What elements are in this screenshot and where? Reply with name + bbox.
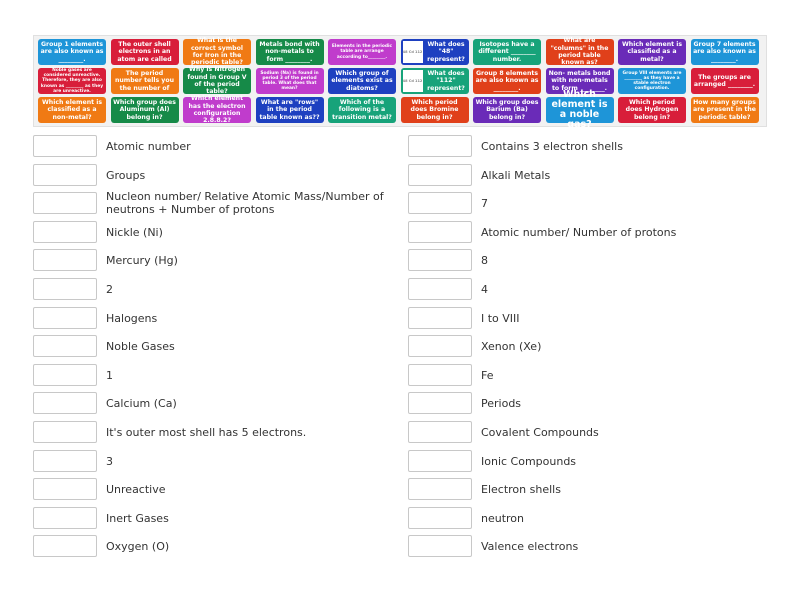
question-tile[interactable] <box>691 68 759 94</box>
answer-label: Atomic number/ Number of protons <box>481 225 677 239</box>
drop-slot[interactable] <box>33 221 97 243</box>
answer-label: Calcium (Ca) <box>106 397 177 411</box>
question-tile[interactable] <box>546 89 614 130</box>
question-tile[interactable] <box>691 39 759 65</box>
question-tile[interactable] <box>111 97 179 123</box>
question-tile[interactable] <box>183 68 251 94</box>
answer-label: Fe <box>481 368 494 382</box>
answer-label: Oxygen (O) <box>106 540 170 554</box>
question-tile[interactable] <box>473 97 541 123</box>
answer-label: 1 <box>106 368 113 382</box>
question-tile[interactable] <box>111 68 179 94</box>
tile-text: The period number tells you the number of <box>114 69 174 92</box>
drop-slot[interactable] <box>408 535 472 557</box>
question-tile[interactable] <box>618 39 686 65</box>
drop-slot[interactable] <box>408 421 472 443</box>
answer-label: Xenon (Xe) <box>481 340 542 354</box>
answer-label: Groups <box>106 168 146 182</box>
answer-label: Periods <box>481 397 522 411</box>
drop-slot[interactable] <box>33 192 97 214</box>
answer-label: neutron <box>481 511 525 525</box>
drop-slot[interactable] <box>408 164 472 186</box>
drop-slot[interactable] <box>33 135 97 157</box>
answer-label: Electron shells <box>481 483 561 497</box>
drop-slot[interactable] <box>408 278 472 300</box>
tile-text: What does "48" represent? <box>427 40 465 63</box>
tile-text: Which element has the electron configuration 2.8.8.2? <box>188 95 246 125</box>
tile-text: The groups are arranged ________. <box>693 73 756 88</box>
answer-label: 8 <box>481 254 488 268</box>
answer-label: Ionic Compounds <box>481 454 577 468</box>
question-tile[interactable] <box>546 39 614 65</box>
question-tile[interactable] <box>401 39 469 65</box>
tile-text: What is the correct symbol for Iron in the periodic table? <box>191 37 243 67</box>
drop-slot[interactable] <box>33 278 97 300</box>
drop-slot[interactable] <box>408 392 472 414</box>
question-tile[interactable] <box>256 39 324 65</box>
question-tile[interactable] <box>183 97 251 123</box>
drop-slot[interactable] <box>408 335 472 357</box>
answer-label: Noble Gases <box>106 340 175 354</box>
question-tile[interactable] <box>328 68 396 94</box>
drop-slot[interactable] <box>408 192 472 214</box>
tile-text: Isotopes have a different ________ number. <box>478 40 536 63</box>
question-tile[interactable] <box>328 39 396 65</box>
element-card-image: 48 Cd 112 <box>403 41 423 63</box>
answer-label: Inert Gases <box>106 511 169 525</box>
tile-text: What are "columns" in the period table known as? <box>550 37 609 67</box>
drop-slot[interactable] <box>33 164 97 186</box>
answer-label: Atomic number <box>106 140 191 153</box>
answer-label: 4 <box>481 283 488 296</box>
question-tile[interactable] <box>473 39 541 65</box>
drop-slot[interactable] <box>33 307 97 329</box>
drop-slot[interactable] <box>33 392 97 414</box>
tile-text: What are "rows" in the period table known as?? <box>259 98 320 121</box>
drop-slot[interactable] <box>408 478 472 500</box>
answer-label: It's outer most shell has 5 electrons. <box>106 426 307 439</box>
question-tile[interactable] <box>401 97 469 123</box>
drop-slot[interactable] <box>33 507 97 529</box>
answer-label: Contains 3 electron shells <box>481 140 623 153</box>
drop-slot[interactable] <box>408 221 472 243</box>
question-tile[interactable] <box>691 97 759 123</box>
tile-text: Which period does Bromine belong in? <box>410 98 459 121</box>
tile-text: Which element is classified as a non-metal? <box>41 98 103 121</box>
question-tile[interactable] <box>38 97 106 123</box>
tile-text: Which group does Aluminum (Al) belong in? <box>113 98 176 121</box>
drop-slot[interactable] <box>33 249 97 271</box>
question-tile[interactable] <box>328 97 396 123</box>
element-card-image: 48 Cd 112 <box>403 70 423 92</box>
tile-text: Elements in the periodic table are arrange according to________. <box>331 44 393 60</box>
question-tile[interactable] <box>256 97 324 123</box>
tile-text: Why is Nitrogen found in Group V of the period table? <box>187 66 247 96</box>
answer-label: 7 <box>481 197 488 211</box>
answer-label: Valence electrons <box>481 540 579 554</box>
answer-label: I to VIII <box>481 311 520 325</box>
question-tile[interactable] <box>38 68 106 94</box>
tile-text: Group VIII elements are ________ as they have a stable electron configuration. <box>622 70 682 92</box>
tile-text: Which period does Hydrogen belong in? <box>625 98 679 121</box>
question-tile[interactable] <box>618 68 686 94</box>
question-tile[interactable] <box>401 68 469 94</box>
tile-text: Sodium (Na) is found in period 3 of the period table. What does that mean? <box>260 70 319 92</box>
drop-slot[interactable] <box>408 307 472 329</box>
tile-text: Group 1 elements are also known as ________. <box>40 40 104 63</box>
question-tile[interactable] <box>183 39 251 65</box>
answer-label: Alkali Metals <box>481 168 551 182</box>
tile-text: Group 7 elements are also known as ________. <box>693 40 756 63</box>
drop-slot[interactable] <box>33 421 97 443</box>
drop-slot[interactable] <box>33 450 97 472</box>
drop-slot[interactable] <box>408 249 472 271</box>
drop-slot[interactable] <box>408 364 472 386</box>
drop-slot[interactable] <box>33 535 97 557</box>
drop-slot[interactable] <box>33 335 97 357</box>
tile-text: Which of the following is a transition metal? <box>332 98 392 121</box>
question-tile[interactable] <box>256 68 324 94</box>
tile-text: How many groups are present in the periodic table? <box>693 98 756 121</box>
answer-label: Halogens <box>106 311 158 325</box>
answer-label: Covalent Compounds <box>481 426 599 439</box>
tile-text: Non- metals bond with non-metals to form ________. <box>548 69 611 92</box>
answer-label: Nickle (Ni) <box>106 225 163 239</box>
drop-slot[interactable] <box>408 507 472 529</box>
tile-text: Group 8 elements are also known as ________. <box>475 69 539 92</box>
tile-text: What does "112" represent? <box>427 69 465 92</box>
tile-text: Which element is classified as a metal? <box>621 40 683 63</box>
drop-slot[interactable] <box>33 478 97 500</box>
answer-label: Unreactive <box>106 483 166 497</box>
question-tile[interactable] <box>473 68 541 94</box>
tile-tray <box>33 35 767 130</box>
drop-slot[interactable] <box>33 364 97 386</box>
tile-text: Which group does Barium (Ba) belong in? <box>475 98 539 121</box>
tile-text: The outer shell electrons in an atom are called <box>117 40 172 63</box>
question-tile[interactable] <box>618 97 686 123</box>
question-tile[interactable] <box>38 39 106 65</box>
drop-slot[interactable] <box>408 135 472 157</box>
answer-label: Nucleon number/ Relative Atomic Mass/Number of neutrons + Number of protons <box>106 190 384 217</box>
tile-text: Which element is a noble gas? <box>551 89 608 130</box>
answer-label: 2 <box>106 283 113 296</box>
drop-slot[interactable] <box>408 450 472 472</box>
tile-text: Metals bond with non-metals to form ________. <box>259 40 320 63</box>
answer-label: Mercury (Hg) <box>106 254 178 268</box>
tile-text: Noble gases are considered unreactive. Therefore, they are also known as ________ as they are unreactive. <box>40 68 104 94</box>
question-tile[interactable] <box>111 39 179 65</box>
answer-label: 3 <box>106 454 113 468</box>
tile-text: Which group of elements exist as diatoms? <box>331 69 393 92</box>
